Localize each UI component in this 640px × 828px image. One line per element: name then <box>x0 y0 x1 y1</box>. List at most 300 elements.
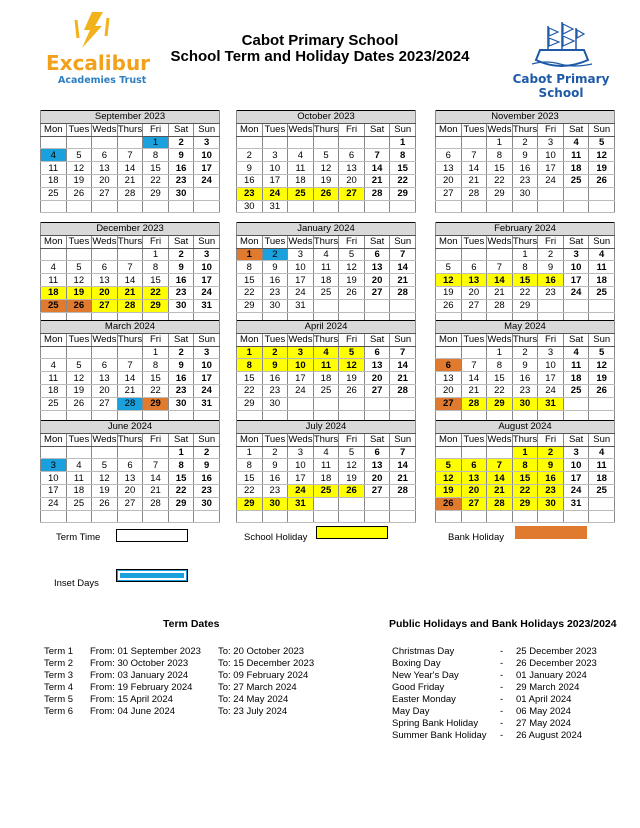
day-cell: 29 <box>487 397 513 410</box>
weekday-header: Mon <box>436 433 462 446</box>
empty-cell <box>168 200 194 213</box>
month-title: July 2024 <box>237 421 416 434</box>
day-cell: 1 <box>512 446 538 459</box>
right-logo-text: Cabot Primary School <box>512 72 610 100</box>
day-cell: 16 <box>168 162 194 175</box>
empty-cell <box>237 510 263 523</box>
day-cell: 21 <box>390 372 416 385</box>
weekday-header: Sat <box>168 333 194 346</box>
empty-cell <box>143 446 169 459</box>
day-cell: 8 <box>143 261 169 274</box>
weekday-header: Thurs <box>512 124 538 136</box>
weekday-header: Tues <box>461 333 487 346</box>
month-calendar <box>435 420 615 523</box>
day-cell: 9 <box>168 149 194 162</box>
month-calendar <box>40 420 220 523</box>
day-cell: 3 <box>538 136 564 149</box>
day-cell: 10 <box>41 472 67 485</box>
day-cell: 26 <box>589 384 615 397</box>
day-cell: 19 <box>66 384 92 397</box>
day-cell: 16 <box>168 372 194 385</box>
day-cell: 27 <box>339 187 365 200</box>
month-title: May 2024 <box>436 321 615 334</box>
day-cell: 14 <box>390 459 416 472</box>
weekday-header: Tues <box>262 333 288 346</box>
weekday-header: Sun <box>589 433 615 446</box>
day-cell: 17 <box>194 274 220 287</box>
day-cell: 16 <box>512 162 538 175</box>
empty-cell <box>461 346 487 359</box>
weekday-header: Fri <box>143 433 169 446</box>
day-cell: 24 <box>194 384 220 397</box>
day-cell: 15 <box>168 472 194 485</box>
empty-cell <box>364 200 390 213</box>
empty-cell <box>461 248 487 261</box>
day-cell: 22 <box>168 484 194 497</box>
empty-cell <box>563 299 589 312</box>
term-name: Term 6 <box>44 706 74 717</box>
holiday-dash: - <box>500 694 504 705</box>
day-cell: 22 <box>512 484 538 497</box>
day-cell: 29 <box>237 299 263 312</box>
day-cell: 2 <box>168 346 194 359</box>
day-cell: 20 <box>117 484 143 497</box>
empty-cell <box>143 200 169 213</box>
day-cell: 5 <box>339 346 365 359</box>
weekday-header: Sat <box>364 123 390 136</box>
day-cell: 22 <box>487 174 513 187</box>
day-cell: 23 <box>538 484 564 497</box>
empty-cell <box>92 346 118 359</box>
day-cell: 2 <box>538 248 564 261</box>
empty-cell <box>538 299 564 312</box>
day-cell: 5 <box>589 346 615 359</box>
day-cell: 12 <box>66 274 92 287</box>
day-cell: 3 <box>563 446 589 459</box>
day-cell: 29 <box>487 187 513 200</box>
day-cell: 28 <box>117 397 143 410</box>
term-to: To: 23 July 2024 <box>218 706 288 717</box>
day-cell: 4 <box>563 136 589 149</box>
day-cell: 24 <box>41 497 67 510</box>
day-cell: 26 <box>66 187 92 200</box>
day-cell: 31 <box>538 397 564 410</box>
day-cell: 19 <box>66 286 92 299</box>
empty-cell <box>390 497 416 510</box>
day-cell: 27 <box>436 397 462 410</box>
day-cell: 27 <box>117 497 143 510</box>
weekday-header: Tues <box>66 235 92 248</box>
holiday-name: Spring Bank Holiday <box>392 718 479 729</box>
day-cell: 12 <box>313 162 339 175</box>
day-cell: 23 <box>168 174 194 187</box>
day-cell: 6 <box>364 248 390 261</box>
empty-cell <box>288 200 314 213</box>
weekday-header: Weds <box>487 334 512 346</box>
empty-cell <box>66 346 92 359</box>
day-cell: 14 <box>364 162 390 175</box>
empty-cell <box>41 248 67 261</box>
day-cell: 3 <box>288 346 314 359</box>
day-cell: 20 <box>364 274 390 287</box>
day-cell: 21 <box>461 174 487 187</box>
day-cell: 1 <box>168 446 194 459</box>
weekday-header: Mon <box>237 433 263 446</box>
month-title: June 2024 <box>41 421 220 434</box>
day-cell: 3 <box>194 346 220 359</box>
day-cell: 27 <box>92 187 118 200</box>
holiday-date: 26 December 2023 <box>516 658 597 669</box>
empty-cell <box>589 397 615 410</box>
day-cell: 18 <box>41 286 67 299</box>
day-cell: 29 <box>237 497 263 510</box>
weekday-header: Thurs <box>313 236 339 248</box>
day-cell: 25 <box>563 384 589 397</box>
day-cell: 25 <box>563 174 589 187</box>
empty-cell <box>487 510 513 523</box>
holiday-dash: - <box>500 730 504 741</box>
day-cell: 6 <box>117 459 143 472</box>
day-cell: 9 <box>512 359 538 372</box>
day-cell: 18 <box>589 472 615 485</box>
weekday-header: Sat <box>364 235 390 248</box>
empty-cell <box>41 346 67 359</box>
empty-cell <box>313 497 339 510</box>
day-cell: 17 <box>563 472 589 485</box>
day-cell: 9 <box>237 162 263 175</box>
day-cell: 29 <box>143 397 169 410</box>
weekday-header: Weds <box>288 236 313 248</box>
day-cell: 18 <box>563 372 589 385</box>
day-cell: 23 <box>512 174 538 187</box>
weekday-header: Tues <box>66 433 92 446</box>
holiday-date: 29 March 2024 <box>516 682 580 693</box>
empty-cell <box>339 497 365 510</box>
holiday-date: 27 May 2024 <box>516 718 571 729</box>
day-cell: 17 <box>194 372 220 385</box>
day-cell: 19 <box>589 372 615 385</box>
term-to: To: 15 December 2023 <box>218 658 315 669</box>
day-cell: 14 <box>487 472 513 485</box>
weekday-header: Mon <box>41 433 67 446</box>
holiday-dash: - <box>500 670 504 681</box>
empty-cell <box>436 200 462 213</box>
empty-cell <box>117 248 143 261</box>
month-title: January 2024 <box>237 223 416 236</box>
day-cell: 24 <box>288 484 314 497</box>
day-cell: 15 <box>512 472 538 485</box>
day-cell: 27 <box>364 384 390 397</box>
day-cell: 7 <box>364 149 390 162</box>
day-cell: 24 <box>288 384 314 397</box>
day-cell: 21 <box>487 484 513 497</box>
day-cell: 25 <box>41 397 67 410</box>
weekday-header: Fri <box>143 333 169 346</box>
weekday-header: Thurs <box>117 434 143 446</box>
day-cell: 12 <box>92 472 118 485</box>
weekday-header: Fri <box>538 235 564 248</box>
holiday-name: Good Friday <box>392 682 445 693</box>
day-cell: 28 <box>461 187 487 200</box>
day-cell: 5 <box>436 261 462 274</box>
day-cell: 18 <box>313 274 339 287</box>
empty-cell <box>168 510 194 523</box>
legend-term-time-swatch <box>116 529 188 542</box>
day-cell: 5 <box>589 136 615 149</box>
holiday-date: 01 January 2024 <box>516 670 587 681</box>
day-cell: 16 <box>262 274 288 287</box>
day-cell: 2 <box>168 136 194 149</box>
day-cell: 23 <box>168 384 194 397</box>
day-cell: 8 <box>390 149 416 162</box>
holiday-dash: - <box>500 658 504 669</box>
term-to: To: 20 October 2023 <box>218 646 305 657</box>
month-title: April 2024 <box>237 321 416 334</box>
day-cell: 14 <box>117 372 143 385</box>
day-cell: 5 <box>66 261 92 274</box>
day-cell: 24 <box>288 286 314 299</box>
day-cell: 22 <box>237 484 263 497</box>
empty-cell <box>66 446 92 459</box>
empty-cell <box>538 510 564 523</box>
empty-cell <box>92 136 118 149</box>
legend-school-holiday-swatch <box>316 526 388 539</box>
day-cell: 30 <box>168 187 194 200</box>
day-cell: 23 <box>262 384 288 397</box>
day-cell: 25 <box>288 187 314 200</box>
empty-cell <box>589 497 615 510</box>
day-cell: 11 <box>41 372 67 385</box>
day-cell: 2 <box>262 446 288 459</box>
day-cell: 9 <box>262 359 288 372</box>
day-cell: 10 <box>288 261 314 274</box>
day-cell: 8 <box>512 459 538 472</box>
term-from: From: 03 January 2024 <box>90 670 189 681</box>
day-cell: 20 <box>364 472 390 485</box>
day-cell: 20 <box>436 384 462 397</box>
empty-cell <box>589 510 615 523</box>
day-cell: 20 <box>461 484 487 497</box>
day-cell: 21 <box>364 174 390 187</box>
day-cell: 30 <box>262 299 288 312</box>
month-calendar <box>236 320 416 423</box>
day-cell: 8 <box>237 459 263 472</box>
day-cell: 26 <box>66 299 92 312</box>
month-title: March 2024 <box>41 321 220 334</box>
term-from: From: 30 October 2023 <box>90 658 189 669</box>
cabot-logo <box>496 20 626 100</box>
day-cell: 22 <box>512 286 538 299</box>
day-cell: 18 <box>313 472 339 485</box>
empty-cell <box>339 136 365 149</box>
day-cell: 8 <box>487 149 513 162</box>
empty-cell <box>313 200 339 213</box>
day-cell: 15 <box>390 162 416 175</box>
empty-cell <box>237 136 263 149</box>
day-cell: 10 <box>194 149 220 162</box>
day-cell: 11 <box>313 359 339 372</box>
empty-cell <box>339 510 365 523</box>
day-cell: 18 <box>288 174 314 187</box>
day-cell: 20 <box>92 174 118 187</box>
empty-cell <box>117 510 143 523</box>
weekday-header: Fri <box>538 333 564 346</box>
day-cell: 11 <box>66 472 92 485</box>
day-cell: 16 <box>194 472 220 485</box>
empty-cell <box>589 299 615 312</box>
day-cell: 3 <box>41 459 67 472</box>
empty-cell <box>563 187 589 200</box>
day-cell: 13 <box>92 162 118 175</box>
day-cell: 2 <box>512 346 538 359</box>
day-cell: 6 <box>436 359 462 372</box>
empty-cell <box>92 248 118 261</box>
day-cell: 9 <box>168 359 194 372</box>
day-cell: 21 <box>390 472 416 485</box>
day-cell: 6 <box>461 459 487 472</box>
day-cell: 29 <box>143 187 169 200</box>
weekday-header: Sat <box>563 433 589 446</box>
month-title: February 2024 <box>436 223 615 236</box>
day-cell: 12 <box>66 372 92 385</box>
day-cell: 17 <box>194 162 220 175</box>
empty-cell <box>589 187 615 200</box>
day-cell: 9 <box>194 459 220 472</box>
empty-cell <box>66 200 92 213</box>
day-cell: 17 <box>41 484 67 497</box>
day-cell: 30 <box>512 187 538 200</box>
weekday-header: Weds <box>288 434 313 446</box>
month-calendar <box>236 110 416 213</box>
day-cell: 10 <box>538 149 564 162</box>
weekday-header: Weds <box>288 334 313 346</box>
term-to: To: 09 February 2024 <box>218 670 309 681</box>
day-cell: 12 <box>589 149 615 162</box>
day-cell: 8 <box>487 359 513 372</box>
holiday-dash: - <box>500 718 504 729</box>
day-cell: 27 <box>436 187 462 200</box>
weekday-header: Sun <box>589 235 615 248</box>
day-cell: 27 <box>92 397 118 410</box>
weekday-header: Tues <box>461 433 487 446</box>
day-cell: 28 <box>487 299 513 312</box>
day-cell: 15 <box>143 274 169 287</box>
day-cell: 21 <box>117 384 143 397</box>
day-cell: 10 <box>262 162 288 175</box>
day-cell: 11 <box>589 459 615 472</box>
weekday-header: Sat <box>563 333 589 346</box>
day-cell: 29 <box>512 299 538 312</box>
day-cell: 1 <box>143 346 169 359</box>
empty-cell <box>194 200 220 213</box>
day-cell: 27 <box>92 299 118 312</box>
day-cell: 15 <box>237 274 263 287</box>
day-cell: 17 <box>538 372 564 385</box>
empty-cell <box>117 136 143 149</box>
day-cell: 13 <box>339 162 365 175</box>
day-cell: 31 <box>563 497 589 510</box>
term-from: From: 01 September 2023 <box>90 646 201 657</box>
weekday-header: Mon <box>237 235 263 248</box>
day-cell: 7 <box>487 459 513 472</box>
weekday-header: Weds <box>92 334 117 346</box>
term-from: From: 04 June 2024 <box>90 706 176 717</box>
day-cell: 13 <box>364 261 390 274</box>
weekday-header: Tues <box>66 123 92 136</box>
weekday-header: Fri <box>339 123 365 136</box>
ship-icon <box>496 20 626 70</box>
empty-cell <box>339 397 365 410</box>
day-cell: 22 <box>143 286 169 299</box>
day-cell: 31 <box>262 200 288 213</box>
day-cell: 22 <box>143 384 169 397</box>
day-cell: 5 <box>436 459 462 472</box>
day-cell: 12 <box>436 472 462 485</box>
day-cell: 4 <box>41 359 67 372</box>
day-cell: 10 <box>194 359 220 372</box>
weekday-header: Sun <box>194 433 220 446</box>
day-cell: 2 <box>262 248 288 261</box>
day-cell: 13 <box>364 359 390 372</box>
day-cell: 1 <box>390 136 416 149</box>
day-cell: 2 <box>538 446 564 459</box>
day-cell: 3 <box>288 446 314 459</box>
empty-cell <box>262 510 288 523</box>
day-cell: 14 <box>390 359 416 372</box>
weekday-header: Weds <box>487 124 512 136</box>
empty-cell <box>436 446 462 459</box>
month-calendar <box>236 222 416 325</box>
day-cell: 1 <box>143 136 169 149</box>
empty-cell <box>390 200 416 213</box>
weekday-header: Fri <box>538 433 564 446</box>
weekday-header: Fri <box>143 123 169 136</box>
day-cell: 11 <box>288 162 314 175</box>
empty-cell <box>436 248 462 261</box>
day-cell: 25 <box>589 286 615 299</box>
empty-cell <box>364 510 390 523</box>
day-cell: 20 <box>461 286 487 299</box>
weekday-header: Mon <box>436 333 462 346</box>
day-cell: 18 <box>41 384 67 397</box>
day-cell: 28 <box>390 484 416 497</box>
day-cell: 30 <box>194 497 220 510</box>
day-cell: 18 <box>313 372 339 385</box>
day-cell: 23 <box>194 484 220 497</box>
term-name: Term 4 <box>44 682 74 693</box>
month-calendar <box>40 320 220 423</box>
day-cell: 10 <box>563 261 589 274</box>
month-title: October 2023 <box>237 111 416 124</box>
legend-school-holiday-label: School Holiday <box>244 532 308 543</box>
day-cell: 10 <box>563 459 589 472</box>
day-cell: 2 <box>262 346 288 359</box>
weekday-header: Thurs <box>512 434 538 446</box>
day-cell: 28 <box>143 497 169 510</box>
holiday-dash: - <box>500 682 504 693</box>
holiday-date: 25 December 2023 <box>516 646 597 657</box>
day-cell: 2 <box>237 149 263 162</box>
empty-cell <box>589 200 615 213</box>
day-cell: 9 <box>262 459 288 472</box>
day-cell: 4 <box>66 459 92 472</box>
day-cell: 12 <box>339 261 365 274</box>
day-cell: 22 <box>487 384 513 397</box>
empty-cell <box>461 136 487 149</box>
day-cell: 7 <box>461 359 487 372</box>
weekday-header: Thurs <box>512 334 538 346</box>
day-cell: 10 <box>288 459 314 472</box>
